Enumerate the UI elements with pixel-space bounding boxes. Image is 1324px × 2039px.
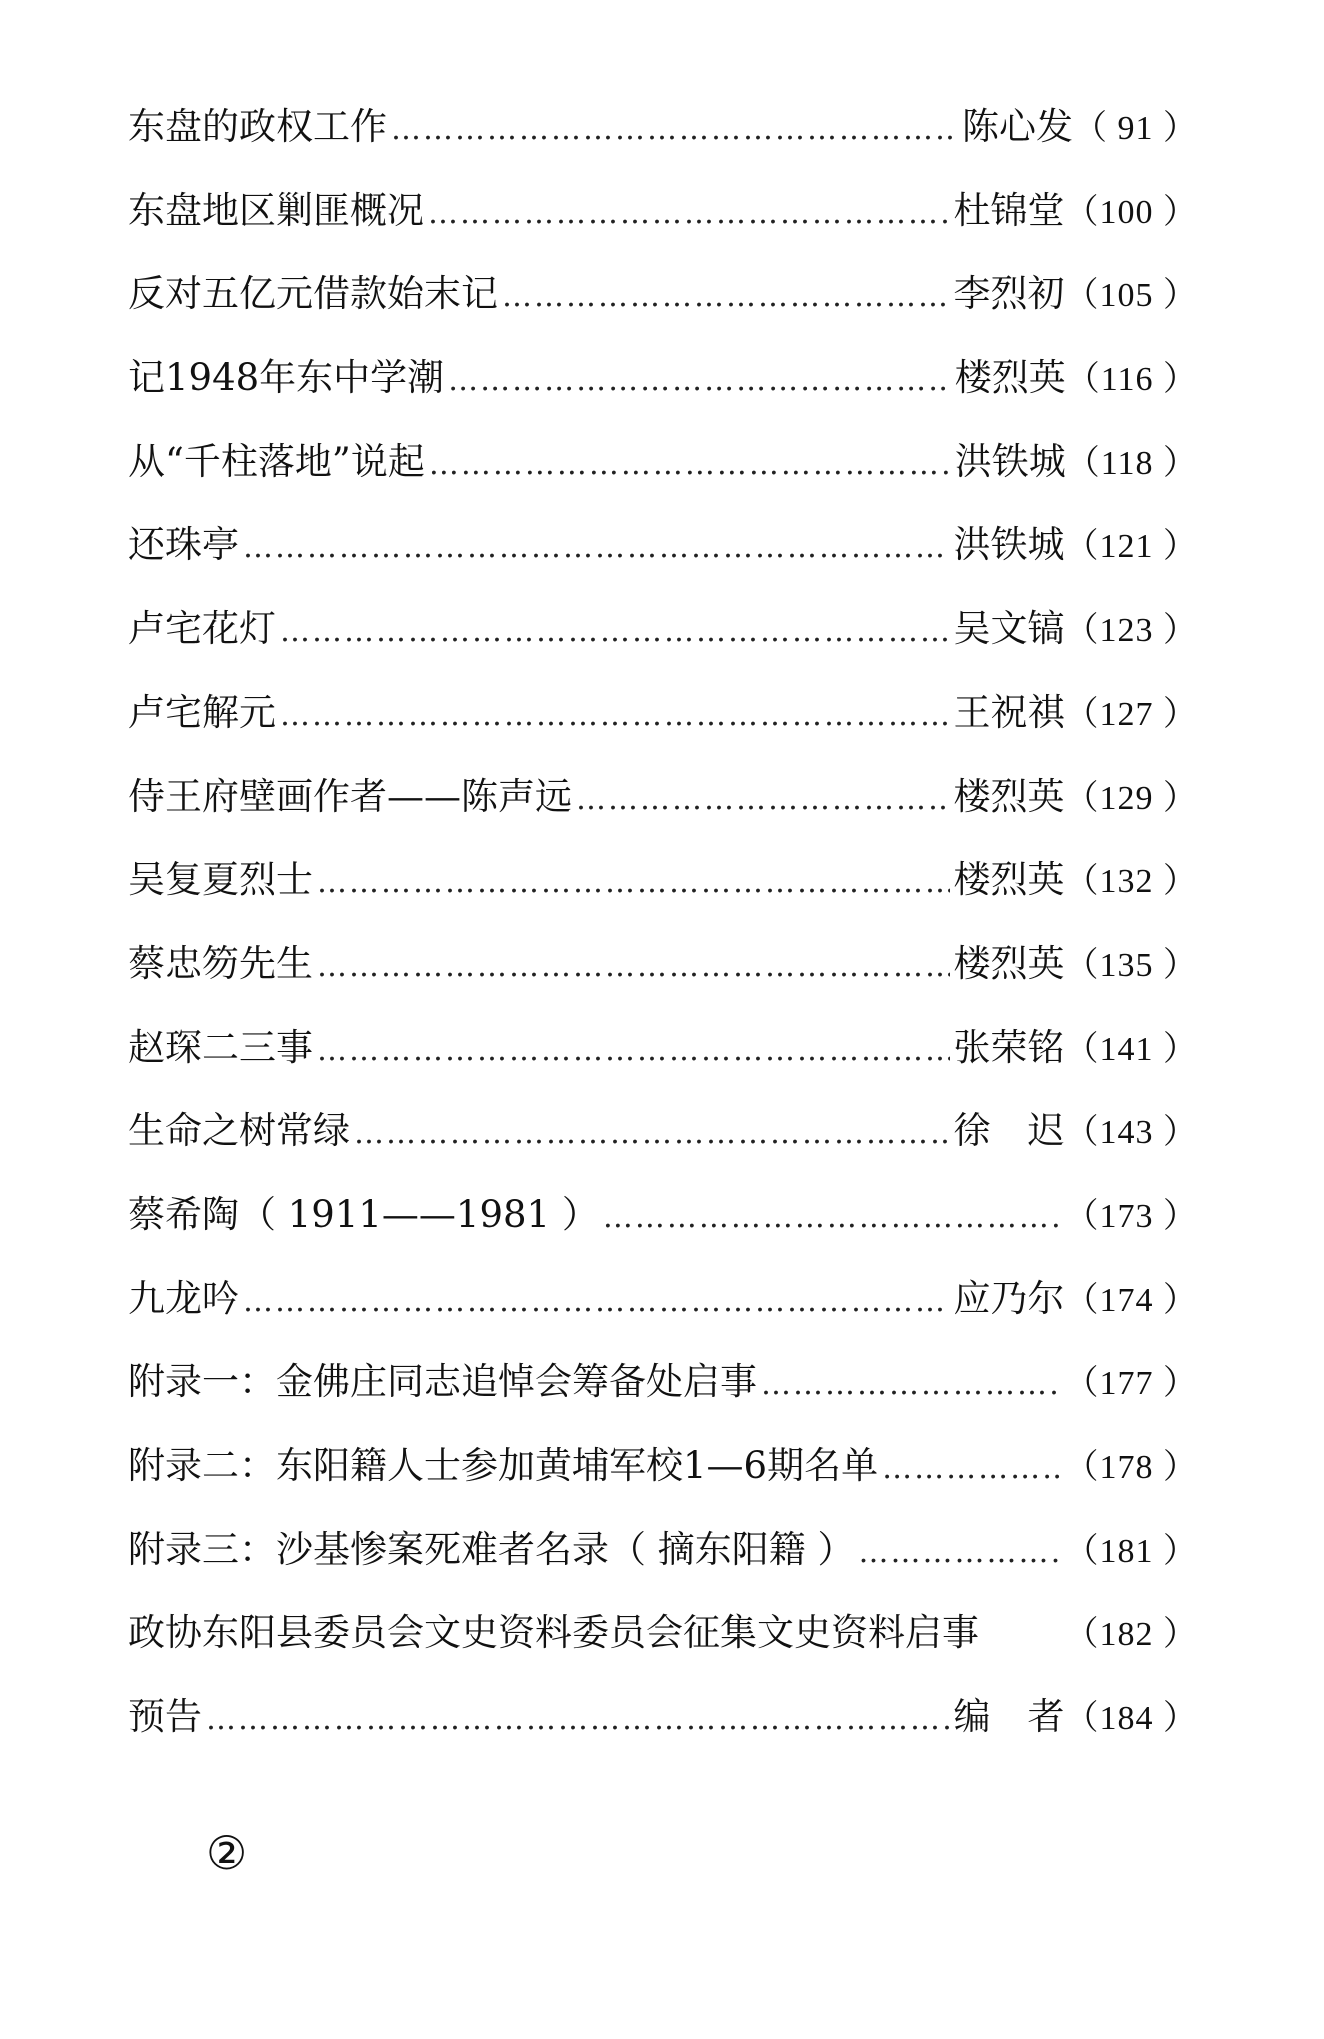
toc-entry-page: （132 ） xyxy=(1064,863,1198,901)
dot-leader xyxy=(206,1705,950,1735)
toc-entry-title: 还珠亭 xyxy=(128,523,239,567)
dot-leader xyxy=(280,701,950,731)
toc-entry-title: 蔡忠笏先生 xyxy=(128,941,313,985)
dot-leader xyxy=(882,1454,1060,1484)
toc-entry-title: 卢宅花灯 xyxy=(128,607,276,651)
dot-leader xyxy=(502,282,950,312)
toc-entry-page: （181 ） xyxy=(1064,1532,1198,1570)
toc-entry xyxy=(128,105,1198,192)
toc-entry xyxy=(128,439,1198,527)
toc-entry xyxy=(128,1276,1198,1364)
toc-entry-page: （105 ） xyxy=(1064,277,1198,315)
toc-entry xyxy=(128,1611,1198,1698)
dot-leader xyxy=(280,617,950,647)
toc-entry-title: 从“千柱落地”说起 xyxy=(128,439,425,483)
toc-entry-author: 李烈初 xyxy=(953,272,1065,316)
toc-entry xyxy=(128,1360,1198,1447)
toc-entry-page: （129 ） xyxy=(1064,779,1198,817)
toc-entry-author: 徐 迟 xyxy=(953,1109,1065,1153)
toc-entry xyxy=(128,1444,1198,1531)
toc-entry-author: 编 者 xyxy=(953,1695,1065,1739)
dot-leader xyxy=(761,1370,1061,1400)
toc-entry-page: （100 ） xyxy=(1064,193,1198,231)
toc-entry-page: （173 ） xyxy=(1064,1197,1198,1235)
toc-entry-title: 赵琛二三事 xyxy=(128,1025,313,1069)
toc-entry xyxy=(128,1527,1198,1615)
toc-entry xyxy=(128,356,1198,443)
toc-entry xyxy=(128,1192,1198,1280)
dot-leader xyxy=(317,868,950,898)
toc-entry-title: 九龙吟 xyxy=(128,1276,239,1320)
toc-entry-title: 侍王府壁画作者——陈声远 xyxy=(128,774,572,818)
toc-entry-title: 附录二：东阳籍人士参加黄埔军校1—6期名单 xyxy=(128,1444,879,1487)
toc-entry-author: 楼烈英 xyxy=(953,774,1065,818)
dot-leader xyxy=(428,199,950,229)
dot-leader xyxy=(576,785,950,815)
toc-entry xyxy=(128,1109,1198,1196)
toc-entry xyxy=(128,774,1198,862)
toc-entry xyxy=(128,690,1198,778)
toc-entry-title: 附录三：沙基惨案死难者名录（ 摘东阳籍 ） xyxy=(128,1527,855,1571)
dot-leader xyxy=(317,952,950,982)
toc-entry-author: 张荣铭 xyxy=(953,1025,1065,1069)
toc-entry-author: 洪铁城 xyxy=(954,439,1066,483)
toc-entry-page: （116 ） xyxy=(1065,361,1198,399)
toc-entry-author: 杜锦堂 xyxy=(953,188,1065,232)
toc-entry-page: （177 ） xyxy=(1064,1365,1198,1403)
dot-leader xyxy=(391,115,958,145)
toc-entry-page: （118 ） xyxy=(1065,444,1198,482)
toc-entry-title: 政协东阳县委员会文史资料委员会征集文史资料启事 xyxy=(128,1611,979,1655)
toc-entry-title: 预告 xyxy=(128,1695,202,1739)
toc-entry xyxy=(128,607,1198,694)
toc-entry xyxy=(128,1025,1198,1113)
toc-entry-author: 楼烈英 xyxy=(953,858,1065,902)
toc-entry-page: （182 ） xyxy=(1064,1616,1198,1654)
toc-entry-author: 吴文镐 xyxy=(953,607,1065,651)
page-number: ② xyxy=(206,1826,248,1880)
toc-entry-title: 吴复夏烈士 xyxy=(128,858,313,902)
toc-entry-page: （121 ） xyxy=(1064,528,1198,566)
toc-entry-title: 蔡希陶（ 1911——1981 ） xyxy=(128,1192,599,1236)
toc-entry-page: （174 ） xyxy=(1064,1281,1198,1319)
toc-entry-title: 记1948年东中学潮 xyxy=(128,356,445,400)
dot-leader xyxy=(317,1036,950,1066)
toc-entry-author: 王祝祺 xyxy=(953,690,1065,734)
dot-leader xyxy=(243,1287,950,1317)
dot-leader xyxy=(448,366,951,396)
toc-entry-title: 反对五亿元借款始末记 xyxy=(128,272,498,316)
toc-entry-author: 陈心发 xyxy=(962,105,1073,148)
dot-leader xyxy=(429,450,951,480)
toc-entry xyxy=(128,272,1198,359)
toc-entry-author: 楼烈英 xyxy=(954,356,1066,400)
toc-entry-page: （141 ） xyxy=(1064,1030,1198,1068)
dot-leader xyxy=(603,1203,1061,1233)
toc-entry xyxy=(128,523,1198,610)
toc-entry-page: （ 91 ） xyxy=(1073,110,1198,147)
toc-entry xyxy=(128,858,1198,945)
toc-entry-page: （143 ） xyxy=(1064,1114,1198,1152)
toc-entry-author: 洪铁城 xyxy=(953,523,1065,567)
toc-entry-page: （127 ） xyxy=(1064,695,1198,733)
toc-entry-page: （178 ） xyxy=(1064,1449,1198,1486)
toc-entry xyxy=(128,1695,1198,1782)
dot-leader xyxy=(243,533,950,563)
toc-entry-title: 附录一：金佛庄同志追悼会筹备处启事 xyxy=(128,1360,757,1404)
toc-entry-title: 生命之树常绿 xyxy=(128,1109,350,1153)
table-of-contents xyxy=(128,105,1198,1782)
toc-entry-title: 东盘地区剿匪概况 xyxy=(128,188,424,232)
toc-entry-title: 东盘的政权工作 xyxy=(128,105,387,148)
toc-entry-page: （184 ） xyxy=(1064,1700,1198,1738)
dot-leader xyxy=(859,1538,1061,1568)
toc-entry-page: （135 ） xyxy=(1064,946,1198,984)
toc-entry-author: 楼烈英 xyxy=(953,941,1065,985)
dot-leader xyxy=(354,1119,950,1149)
toc-entry-page: （123 ） xyxy=(1064,612,1198,650)
toc-entry xyxy=(128,941,1198,1029)
toc-entry-author: 应乃尔 xyxy=(953,1276,1065,1320)
toc-entry xyxy=(128,188,1198,276)
toc-entry-title: 卢宅解元 xyxy=(128,690,276,734)
